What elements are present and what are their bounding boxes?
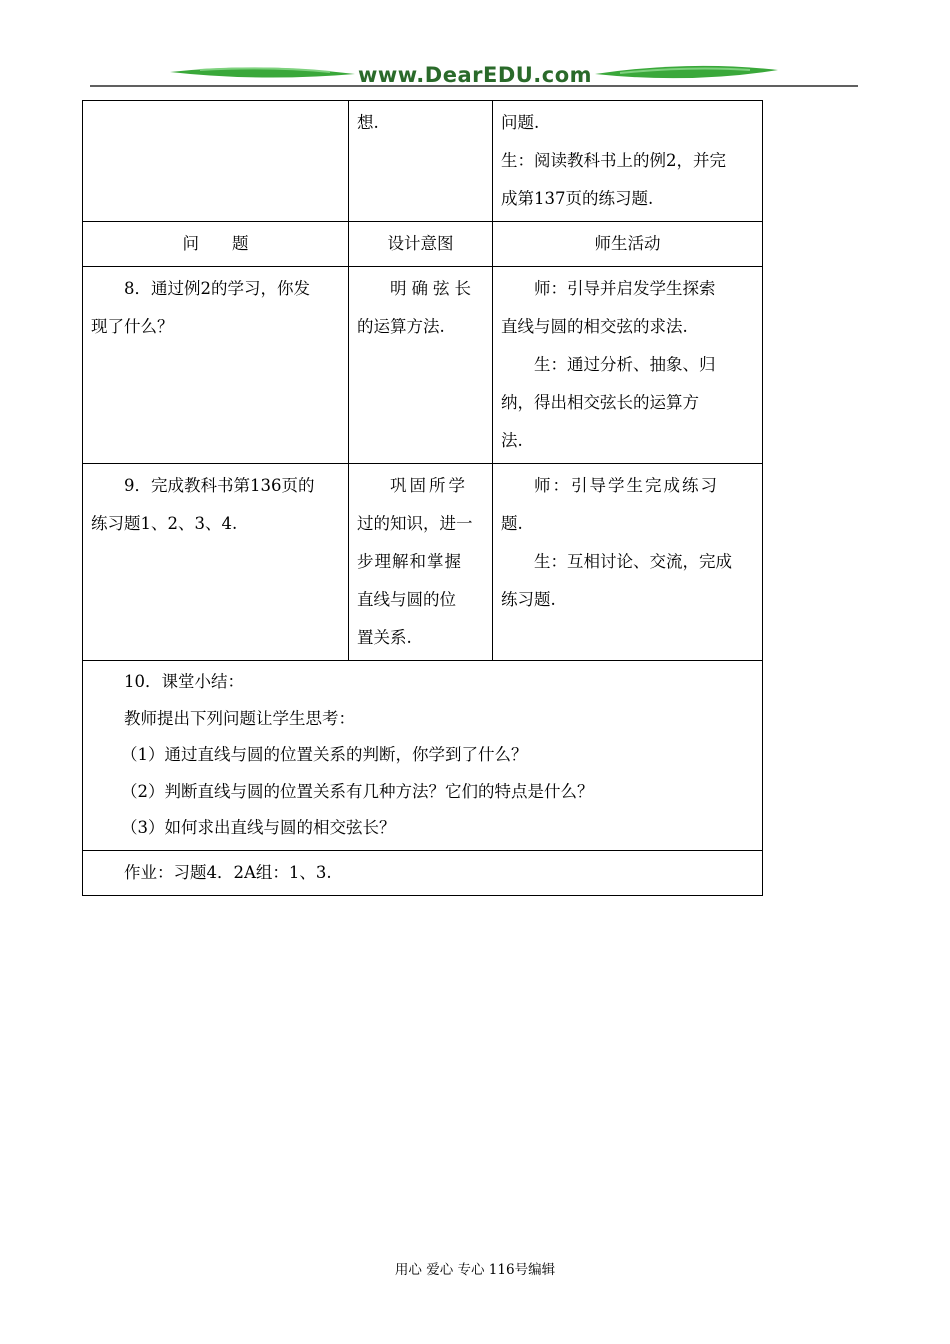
intent-line: 巩固所学	[390, 476, 468, 495]
table-row-9	[83, 464, 763, 661]
question-line: 现了什么？	[91, 317, 174, 336]
header-intent: 设计意图	[349, 222, 493, 267]
cell-summary	[83, 661, 763, 851]
cell-activity	[493, 101, 763, 222]
cell-question	[83, 464, 349, 661]
table-row-homework	[83, 850, 763, 895]
cell-intent	[349, 464, 493, 661]
summary-intro: 教师提出下列问题让学生思考：	[124, 708, 355, 728]
question-line: 练习题1、2、3、4.	[91, 514, 238, 533]
activity-line: 题.	[501, 514, 523, 533]
summary-item: （2）判断直线与圆的位置关系有几种方法？它们的特点是什么？	[121, 781, 594, 801]
table-row-summary	[83, 661, 763, 851]
header-activity: 师生活动	[493, 222, 763, 267]
activity-line: 生：互相讨论、交流，完成	[534, 552, 732, 571]
cell-homework	[83, 850, 763, 895]
table-header-row	[83, 222, 763, 267]
question-line: 9．完成教科书第136页的	[124, 476, 315, 495]
question-line: 8．通过例2的学习，你发	[124, 279, 310, 298]
activity-line: 直线与圆的相交弦的求法.	[501, 317, 688, 336]
lesson-plan-table	[82, 100, 763, 896]
header-question: 问 题	[83, 222, 349, 267]
cell-question	[83, 101, 349, 222]
page-header	[0, 0, 950, 95]
activity-line: 师：引导并启发学生探索	[534, 279, 716, 298]
cell-activity	[493, 267, 763, 464]
intent-line: 步理解和掌握	[357, 552, 462, 571]
activity-line: 纳，得出相交弦长的运算方	[501, 393, 699, 412]
intent-line: 过的知识，进一	[357, 514, 473, 533]
summary-item: （1）通过直线与圆的位置关系的判断，你学到了什么？	[121, 745, 528, 764]
intent-line: 的运算方法.	[357, 317, 445, 336]
activity-line: 生：通过分析、抽象、归	[534, 355, 716, 374]
table-row-continued	[83, 101, 763, 222]
homework-text: 作业：习题4．2A组：1、3.	[124, 862, 332, 882]
cell-intent	[349, 267, 493, 464]
activity-line: 法.	[501, 431, 523, 450]
cell-intent	[349, 101, 493, 222]
summary-title: 10．课堂小结：	[124, 672, 244, 691]
intent-text: 想.	[357, 113, 379, 132]
activity-line: 练习题.	[501, 590, 556, 609]
summary-item: （3）如何求出直线与圆的相交弦长？	[121, 818, 396, 837]
site-logo-text: www.DearEDU.com	[357, 63, 593, 87]
intent-line: 置关系.	[357, 628, 412, 647]
intent-line: 直线与圆的位	[357, 590, 456, 609]
table-row-8	[83, 267, 763, 464]
intent-line: 明确弦长	[390, 279, 476, 298]
cell-activity	[493, 464, 763, 661]
activity-line: 问题.	[501, 113, 540, 132]
activity-line: 成第137页的练习题.	[501, 189, 654, 208]
page-footer: 用心 爱心 专心 116号编辑	[394, 1262, 556, 1278]
activity-line: 师：引导学生完成练习	[534, 476, 719, 495]
cell-question	[83, 267, 349, 464]
activity-line: 生：阅读教科书上的例2，并完	[501, 151, 726, 170]
